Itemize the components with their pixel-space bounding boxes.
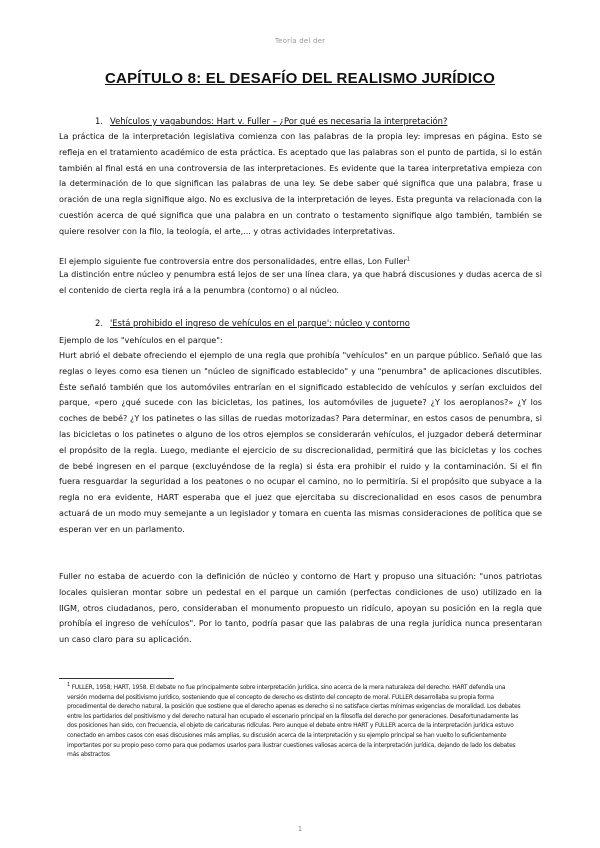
section-number: 1. <box>95 116 103 126</box>
section-title: 'Está prohibido el ingreso de vehículos en el parque': núcleo y contorno <box>110 318 410 328</box>
footnote-ref[interactable]: 1 <box>406 256 410 263</box>
paragraph-2-text: El ejemplo siguiente fue controversia entre dos personalidades, entre ellas, Lon Fuller <box>59 256 407 266</box>
section-heading-1 <box>95 116 447 126</box>
section-title: Vehículos y vagabundos: Hart v. Fuller – ¿Por qué es necesaria la interpretación? <box>110 116 448 126</box>
running-header: Teoría del der <box>274 37 326 45</box>
paragraph-3: La distinción entre núcleo y penumbra está lejos de ser una línea clara, ya que habrá discusiones y dudas acerca de si el contenido de cierta regla irá a la penumbra (contorno) o al núcleo. <box>59 269 542 295</box>
paragraph-1: La práctica de la interpretación legislativa comienza con las palabras de la propia ley: impresas en página. Esto se refleja en el tratamiento académico de esta práctica. Es aceptado que las palabras son el punto de partida, si lo están también al final está en una controversia de las interpretaciones. Es evidente que la tarea interpretativa empieza con la determinación de lo que significan las palabras de una ley. Se debe saber qué significa que una palabra, frase u oración de una regla signifique algo. No es exclusiva de la interpretación de leyes. Esta pregunta va relacionada con la cuestión acerca de qué significa que una palabra en un contrato o testamento signifique algo también, también se quiere resolver con la filo, la teología, el arte,... y otras actividades interpretativas. <box>59 131 542 236</box>
example-label: Ejemplo de los "vehículos en el parque": <box>59 335 223 345</box>
paragraph-5: Fuller no estaba de acuerdo con la definición de núcleo y contorno de Hart y propuso una situación: "unos patriotas locales quisieran montar sobre un pedestal en el parque un camión (perfectas condiciones de uso) utilizado en la IIGM, otros ciudadanos, pero, consideraban el monumento propuesto un ridículo, apoyan su posición en la regla que prohíbía el ingreso de vehículos". Por lo tanto, podría pasar que las palabras de una regla jurídica nunca presentaran un caso claro para su aplicación. <box>59 571 542 645</box>
footnote-text: FULLER, 1958; HART, 1958. El debate no fue principalmente sobre interpretación jurídica, sino acerca de la mera naturaleza del derecho. HART defendía una versión moderna del positivismo jurídico, sosteniendo que el concepto de derecho es distinto del concepto de moral. FULLER desarrollaba su propia forma procedimental de derecho natural, la posición que sostiene que el derecho apenas es derecho si no satisface ciertas mínimas exigencias de moralidad. Los debates entre los partidarios del positivismo y del derecho natural han ocupado el escenario principal en la filosofía del derecho por generaciones. Desafortunadamente las dos posiciones han sido, con frecuencia, el objeto de caricaturas ridículas. Pero aunque el debate entre HART y FULLER acerca de la interpretación jurídica estuvo conectado en ambos casos con esas discusiones más amplias, su discusión acerca de la interpretación y su ejemplo principal se han vuelto lo suficientemente importantes por su propio peso como para que podamos usarlos para ilustrar cuestiones valiosas acerca de la interpretación jurídica, dejando de lado los debates más abstractos <box>67 684 521 759</box>
section-heading-2 <box>95 318 410 328</box>
chapter-title: CAPÍTULO 8: EL DESAFÍO DEL REALISMO JURÍDICO <box>105 70 495 87</box>
page-number: 1 <box>297 825 303 833</box>
section-number: 2. <box>95 318 103 328</box>
paragraph-4: Hurt abrió el debate ofreciendo el ejemplo de una regla que prohibía "vehículos" en un parque público. Señaló que las reglas o leyes como esa tienen un "núcleo de significado establecido" y una "penumbra" de aplicaciones discutibles. Éste señaló también que los automóviles entrarían en el significado establecido de vehículos y serían excluidos del parque, «pero ¿qué sucede con las bicicletas, los patines, los automóviles de juguete? ¿Y los aeroplanos?» ¿Y los coches de bebé? ¿Y los patinetes o las sillas de ruedas motorizadas? Para determinar, en estos casos de penumbra, si las bicicletas o los patinetes o alguno de los otros ejemplos se considerarán vehículos, el juzgador deberá determinar el propósito de la regla. Luego, mediante el ejercicio de su discrecionalidad, permitirá que las bicicletas y los coches de bebé ingresen en el parque (excluyéndose de la regla) si ésta era prohibir el ruido y la contaminación. Si el fin fuera resguardar la seguridad a los peatones o no ocupar el camino, no lo permitiría. Si el propósito que subyace a la regla no era evidente, HART esperaba que el juez que ejercitaba su discrecionalidad en esos casos de penumbra actuará de un modo muy semejante a un legislador y tomara en cuenta las mismas consideraciones de política que se esperan ver en un parlamento. <box>59 350 542 534</box>
footnote-mark: 1 <box>67 682 70 688</box>
footnote-divider <box>59 678 174 679</box>
footnote <box>67 683 527 760</box>
